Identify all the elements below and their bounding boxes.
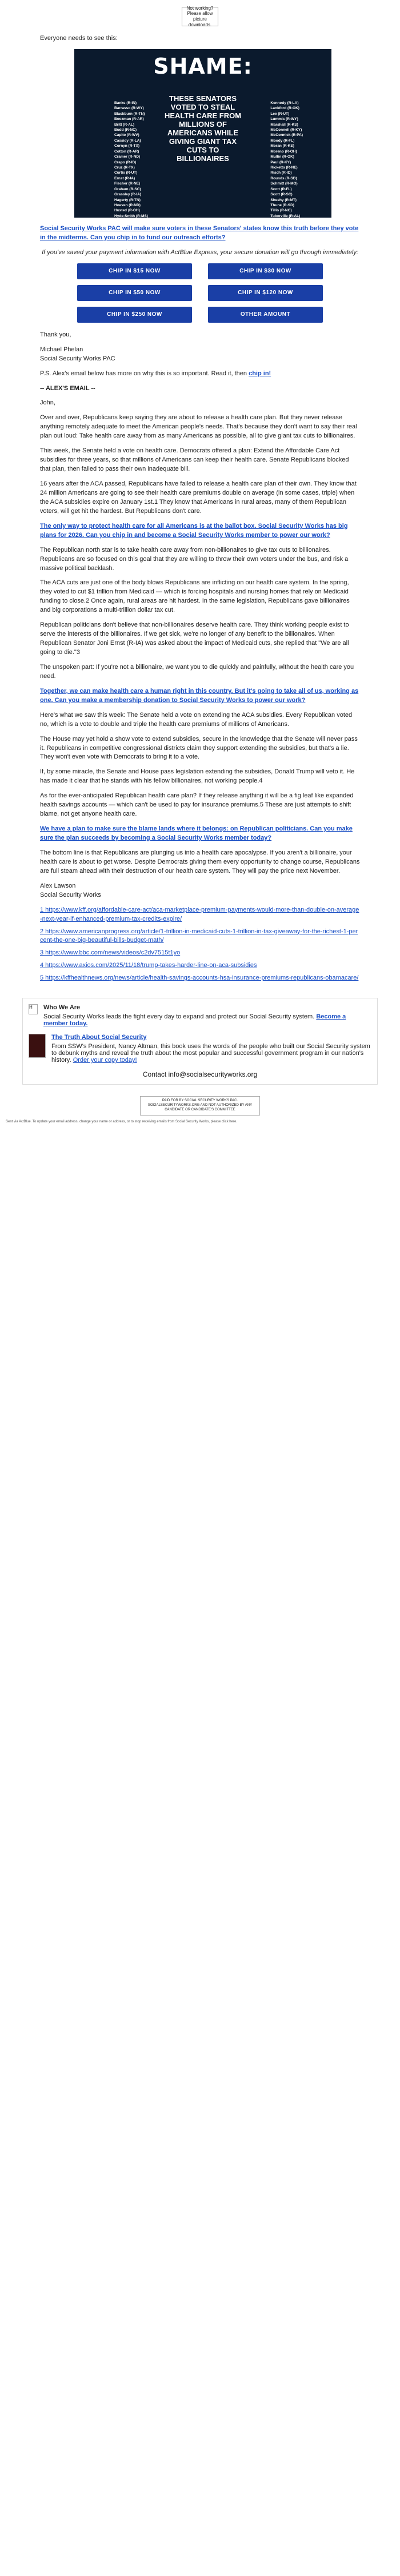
senator-name: Husted (R-OH) [114, 208, 140, 213]
senator-name: Schmitt (R-MO) [270, 182, 298, 186]
senator-name: Cornyn (R-TX) [114, 144, 140, 149]
signature2-name: Alex Lawson [40, 882, 76, 889]
senator-name: Sheehy (R-MT) [270, 198, 297, 202]
senator-name: Hagerty (R-TN) [114, 198, 141, 202]
senator-name: Banks (R-IN) [114, 101, 137, 105]
senator-name: Lee (R-UT) [270, 111, 290, 116]
footnote-link[interactable]: 1 https://www.kff.org/affordable-care-act/aca-marketplace-premium-payments-would-more-than-double-on-average-next-year-if-enhanced-premium-tax-credits-expire/ [40, 906, 359, 922]
senator-name: Tillis (R-NC) [270, 208, 292, 213]
body-paragraph: The ACA cuts are just one of the body blows Republicans are inflicting on our health care system. In the spring, they voted to cut $1 trillion from Medicaid — which is forcing hospitals and nursing homes that rely on Medicaid funding to close.2 Once again, rural areas are hit hardest. In the same legislation, Republicans gave billionaires and big corporations a multi-trillion dollar tax cut. [40, 579, 350, 614]
senator-name: Mullin (R-OK) [270, 155, 294, 159]
book-title[interactable]: The Truth About Social Security [51, 1034, 147, 1041]
donate-button[interactable]: CHIP IN $120 NOW [208, 285, 323, 301]
senator-name: Ernst (R-IA) [114, 176, 135, 180]
book-icon [29, 1034, 46, 1058]
body-paragraph: The Republican north star is to take health care away from non-billionaires to give tax cuts to billionaires. Republicans are so focused on this goal that they are willing to throw their own voters under the bus, and risk a massive political backlash. [40, 546, 349, 572]
footnote-link[interactable]: 2 https://www.americanprogress.org/article/1-trillion-in-medicaid-cuts-1-trillion-in-tax-giveaway-for-the-richest-1-percent-the-one-big-beautiful-bills-budget-math/ [40, 928, 358, 944]
body-paragraph: The House may yet hold a show vote to extend subsidies, secure in the knowledge that the Senate will never pass it. Republicans in competitive congressional districts claim they support extending the subsidies, but that's a lie. They won't even vote with Democrats to bring it to a vote. [40, 735, 358, 761]
who-title: Who We Are [43, 1004, 81, 1012]
footnote-link[interactable]: 5 https://kffhealthnews.org/news/article/health-savings-accounts-hsa-insurance-premiums-republicans-obamacare/ [40, 974, 359, 982]
book-promo [29, 1034, 371, 1064]
body-paragraph: This week, the Senate held a vote on health care. Democrats offered a plan: Extend the Affordable Care Act subsidies for three years, so that millions of Americans can keep their health care. Senate Republicans blocked that plan, then failed to pass their own inadequate bill. [40, 447, 349, 473]
senator-name: Cotton (R-AR) [114, 149, 139, 154]
alex-email-header: -- ALEX'S EMAIL -- [40, 384, 95, 392]
senator-name: Hyde-Smith (R-MS) [114, 214, 148, 218]
senator-name: McConnell (R-KY) [270, 128, 302, 133]
senator-name: Paul (R-KY) [270, 160, 291, 164]
member-link-2[interactable]: Together, we can make health care a human right in this country. But it's going to take all of us, working as one. Can you make a membership donation to Social Security Works to power our work? [40, 687, 359, 704]
body-paragraph: Here's what we saw this week: The Senate held a vote on extending the ACA subsidies. Every Republican voted no, which is a vote to double and triple the health care premiums of millions of Americans. [40, 711, 353, 728]
shame-graphic [74, 49, 331, 218]
senator-name: Moody (R-FL) [270, 138, 295, 143]
member-link-1[interactable]: The only way to protect health care for all Americans is at the ballot box. Social Security Works has big plans for 2026. Can you chip in and become a Social Security Works member to power our work? [40, 522, 348, 539]
senator-name: Crapo (R-ID) [114, 160, 137, 164]
signature-name: Michael Phelan [40, 346, 83, 353]
body-paragraphs-1 [40, 414, 360, 516]
senator-name: Boozman (R-AR) [114, 117, 144, 122]
contact-line: Contact info@socialsecurityworks.org [142, 1070, 258, 1079]
senator-name: Lummis (R-WY) [270, 117, 298, 122]
ps-text: P.S. Alex's email below has more on why this is so important. Read it, then [40, 370, 247, 377]
senator-name: Cramer (R-ND) [114, 155, 141, 159]
senator-name: Ricketts (R-NE) [270, 166, 298, 170]
body-paragraph: As for the ever-anticipated Republican health care plan? If they release anything it will be a fig leaf like expanded health savings accounts — which can't be used to pay for insurance premiums.5 These are just attempts to shift blame, not get anyone health care. [40, 792, 354, 818]
member-link-3[interactable]: We have a plan to make sure the blame lands where it belongs: on Republican politicians. Can you make sure the plan succeeds by becoming a Social Security Works member today? [40, 825, 353, 841]
logo-icon: H [29, 1004, 38, 1014]
senator-name: Lankford (R-OK) [270, 106, 299, 111]
senator-name: McCormick (R-PA) [270, 133, 303, 138]
intro-text: Everyone needs to see this: [40, 35, 118, 42]
body-paragraph: Over and over, Republicans keep saying they are about to release a health care plan. But they never release anything remotely adequate to meet the American people's needs. That's because they don't want to say their real plan out loud: Take health care away from as many Americans as possible, all to give giant tax cuts to billionaires. [40, 414, 357, 440]
senator-name: Cruz (R-TX) [114, 166, 135, 170]
senator-name: Curtis (R-UT) [114, 171, 138, 175]
senator-name: Scott (R-FL) [270, 187, 292, 191]
senators-left-list [114, 101, 148, 218]
senator-name: Marshall (R-KS) [270, 122, 298, 127]
senator-name: Tuberville (R-AL) [270, 214, 301, 218]
body-paragraph: The unspoken part: If you're not a billionaire, we want you to die quickly and painfully, without the health care you need. [40, 663, 354, 680]
cta-link[interactable]: Social Security Works PAC will make sure voters in these Senators' states know this truth before they vote in the midterms. Can you chip in to fund our outreach efforts? [40, 224, 359, 241]
email-body [40, 7, 360, 983]
order-link[interactable]: Order your copy today! [73, 1057, 137, 1064]
body-paragraph: 16 years after the ACA passed, Republicans have failed to release a health care plan of their own. They know that 24 million Americans are going to see their health care premiums double on average (in some cases, triple) when the ACA subsidies expire on January 1st.1 They know that Americans in rural areas, many of them Republican voters, will get hit the hardest. But Republicans don't care. [40, 480, 357, 515]
become-member-link[interactable]: Become a member today. [43, 1013, 346, 1028]
donate-button[interactable]: CHIP IN $15 NOW [77, 263, 192, 279]
senator-name: Rounds (R-SD) [270, 176, 297, 180]
bottom-line: The bottom line is that Republicans are plunging us into a health care apocalypse. If you aren't a billionaire, your health care is about to get worse. Despite Democrats giving them every opportunity to change course, Republicans are full steam ahead with their destruction of our health care system. They will pay the price next November. [40, 849, 360, 874]
senator-name: Risch (R-ID) [270, 171, 292, 175]
senator-name: Cassidy (R-LA) [114, 138, 141, 143]
book-text: From SSW's President, Nancy Altman, this book uses the words of the people who built our Social Security system to debunk myths and reveal the truth about the most popular and successful government program in our nation's history. [51, 1043, 370, 1064]
senator-name: Barrasso (R-WY) [114, 106, 144, 111]
ps-chip-in-link[interactable]: chip in! [249, 370, 271, 377]
senator-name: Blackburn (R-TN) [114, 111, 145, 116]
donate-button[interactable]: CHIP IN $50 NOW [77, 285, 192, 301]
senator-name: Moran (R-KS) [270, 144, 294, 149]
senator-name: Hoeven (R-ND) [114, 203, 141, 207]
signature-org: Social Security Works PAC [40, 355, 115, 362]
body-paragraphs-3 [40, 711, 360, 819]
senators-right-list [270, 101, 303, 218]
senator-name: Kennedy (R-LA) [270, 101, 299, 105]
footnote-link[interactable]: 4 https://www.axios.com/2025/11/18/trump-takes-harder-line-on-aca-subsidies [40, 962, 257, 969]
actblue-note: If you've saved your payment information with ActBlue Express, your secure donation will go through immediately: [42, 248, 358, 256]
donate-button[interactable]: CHIP IN $250 NOW [77, 307, 192, 323]
senator-name: Thune (R-SD) [270, 203, 294, 207]
paid-for-box: PAID FOR BY SOCIAL SECURITY WORKS PAC. SOCIALSECURITYWORKS.ORG AND NOT AUTHORIZED BY ANY CANDIDATE OR CANDIDATE'S COMMITTEE [140, 1096, 260, 1115]
senator-name: Moreno (R-OH) [270, 149, 297, 154]
header-image-placeholder: Not working? Please allow picture downloads. [182, 7, 218, 26]
senator-name: Budd (R-NC) [114, 128, 137, 133]
footer [22, 998, 378, 1085]
who-we-are [29, 1004, 371, 1027]
signature2-org: Social Security Works [40, 891, 101, 898]
body-paragraph: If, by some miracle, the Senate and House pass legislation extending the subsidies, Donald Trump will veto it. He has made it clear that he stands with his fellow billionaires, not working people.4 [40, 768, 355, 785]
sent-via-text: Sent via ActBlue. To update your email address, change your name or address, or to stop receiving emails from Social Security Works, please click here. [6, 1120, 237, 1124]
senator-name: Capito (R-WV) [114, 133, 139, 138]
thanks-text: Thank you, [40, 331, 71, 338]
senator-name: Grassley (R-IA) [114, 192, 141, 197]
senator-name: Graham (R-SC) [114, 187, 141, 191]
senator-name: Fischer (R-NE) [114, 182, 141, 186]
who-text: Social Security Works leads the fight every day to expand and protect our Social Security system. [43, 1013, 315, 1021]
donate-button[interactable]: OTHER AMOUNT [208, 307, 323, 323]
body-paragraph: Republican politicians don't believe that non-billionaires deserve health care. They think working people exist to serve the interests of the billionaires. If we get sick, we're no longer of any benefit to the billionaires. When Republican Senator Joni Ernst (R-IA) was asked about the impact of Medicaid cuts, she replied that "We are all going to die."3 [40, 621, 349, 656]
body-paragraphs-2 [40, 546, 360, 681]
senator-name: Britt (R-AL) [114, 122, 135, 127]
hero-center-text: THESE SENATORS VOTED TO STEAL HEALTH CARE FROM MILLIONS OF AMERICANS WHILE GIVING GIANT TAX CUTS TO BILLIONAIRES [164, 94, 242, 163]
donation-buttons [77, 263, 323, 323]
footnotes [40, 906, 360, 984]
footnote-link[interactable]: 3 https://www.bbc.com/news/videos/c2dv7515t1yo [40, 949, 181, 957]
hero-title: SHAME: [153, 53, 253, 79]
greeting: John, [40, 399, 55, 407]
donate-button[interactable]: CHIP IN $30 NOW [208, 263, 323, 279]
senator-name: Scott (R-SC) [270, 192, 293, 197]
